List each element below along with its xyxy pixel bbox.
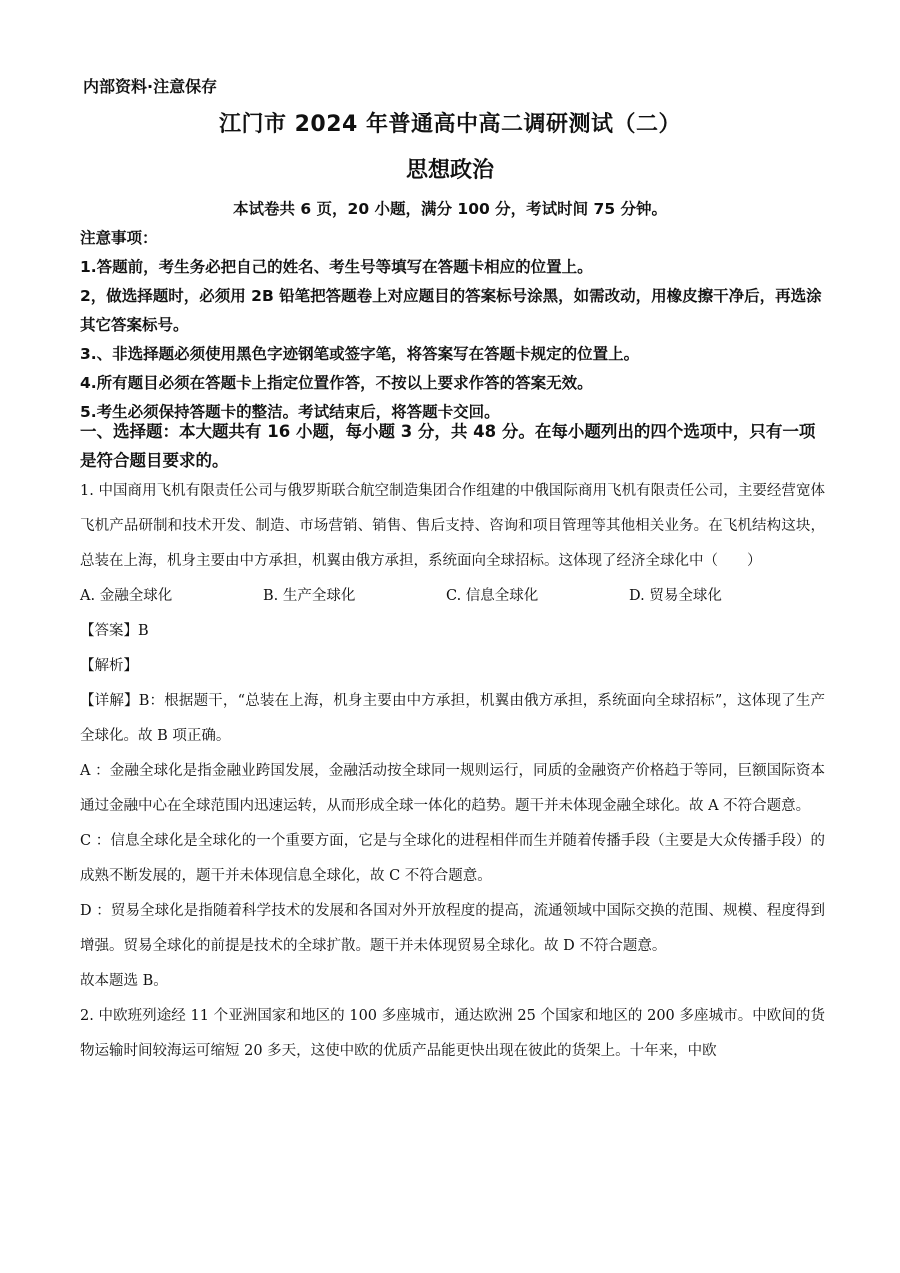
notes-item-4: 4.所有题目必须在答题卡上指定位置作答，不按以上要求作答的答案无效。 [80,374,593,392]
q1-detail: 【详解】B：根据题干，“总装在上海，机身主要由中方承担，机翼由俄方承担，系统面向全球招标”，这体现了生产全球化。故 B 项正确。 [80,693,825,744]
q1-option-b: B. 生产全球化 [263,588,356,604]
q1-conclusion: 故本题选 B。 [80,973,168,989]
q1-analysis-label: 【解析】 [80,658,138,674]
subject-title: 思想政治 [405,158,494,183]
q1-option-c-analysis: C ：信息全球化是全球化的一个重要方面，它是与全球化的进程相伴而生并随着传播手段（主要是大众传播手段）的成熟不断发展的，题干并未体现信息全球化，故 C 不符合题意。 [80,833,825,884]
q2-stem: 2. 中欧班列途经 11 个亚洲国家和地区的 100 多座城市，通达欧洲 25 个国家和地区的 200 多座城市。中欧间的货物运输时间较海运可缩短 20 多天，这使中欧的优质产品能更快出现在彼此的货架上。十年来，中欧 [80,1008,825,1059]
q1-option-d: D. 贸易全球化 [629,588,722,604]
section-heading: 一、选择题：本大题共有 16 小题，每小题 3 分，共 48 分。在每小题列出的四个选项中，只有一项是符合题目要求的。 [80,422,816,470]
q1-option-a-analysis: A ：金融全球化是指金融业跨国发展，金融活动按全球同一规则运行，同质的金融资产价格趋于等同，巨额国际资本通过金融中心在全球范围内迅速运转，从而形成全球一体化的趋势。题干并未体现金融全球化。故 A 不符合题意。 [80,763,825,814]
q1-options [80,579,825,614]
notes-item-1: 1.答题前，考生务必把自己的姓名、考生号等填写在答题卡相应的位置上。 [80,258,593,276]
notes-item-2: 2，做选择题时，必须用 2B 铅笔把答题卷上对应题目的答案标号涂黑，如需改动，用橡皮擦干净后，再选涂其它答案标号。 [80,287,822,334]
notes-item-3: 3.、非选择题必须使用黑色字迹钢笔或签字笔，将答案写在答题卡规定的位置上。 [80,345,640,363]
confidential-note: 内部资料·注意保存 [83,77,218,96]
q1-option-a: A. 金融全球化 [80,588,173,604]
notes-block [80,224,830,427]
q1-option-d-analysis: D ：贸易全球化是指随着科学技术的发展和各国对外开放程度的提高，流通领域中国际交换的范围、规模、程度得到增强。贸易全球化的前提是技术的全球扩散。题干并未体现贸易全球化。故 D 不符合题意。 [80,903,825,954]
exam-title: 江门市 2024 年普通高中高二调研测试（二） [218,112,682,137]
questions-body [80,474,825,1069]
exam-info: 本试卷共 6 页，20 小题，满分 100 分，考试时间 75 分钟。 [232,200,668,218]
q1-stem: 1. 中国商用飞机有限责任公司与俄罗斯联合航空制造集团合作组建的中俄国际商用飞机有限责任公司，主要经营宽体飞机产品研制和技术开发、制造、市场营销、销售、售后支持、咨询和项目管理等其他相关业务。在飞机结构这块，总装在上海，机身主要由中方承担，机翼由俄方承担，系统面向全球招标。这体现了经济全球化中（ ） [80,483,825,569]
notes-heading: 注意事项： [80,229,158,247]
q1-answer: 【答案】B [80,623,149,639]
notes-item-5: 5.考生必须保持答题卡的整洁。考试结束后，将答题卡交回。 [80,403,500,421]
q1-option-c: C. 信息全球化 [446,588,539,604]
